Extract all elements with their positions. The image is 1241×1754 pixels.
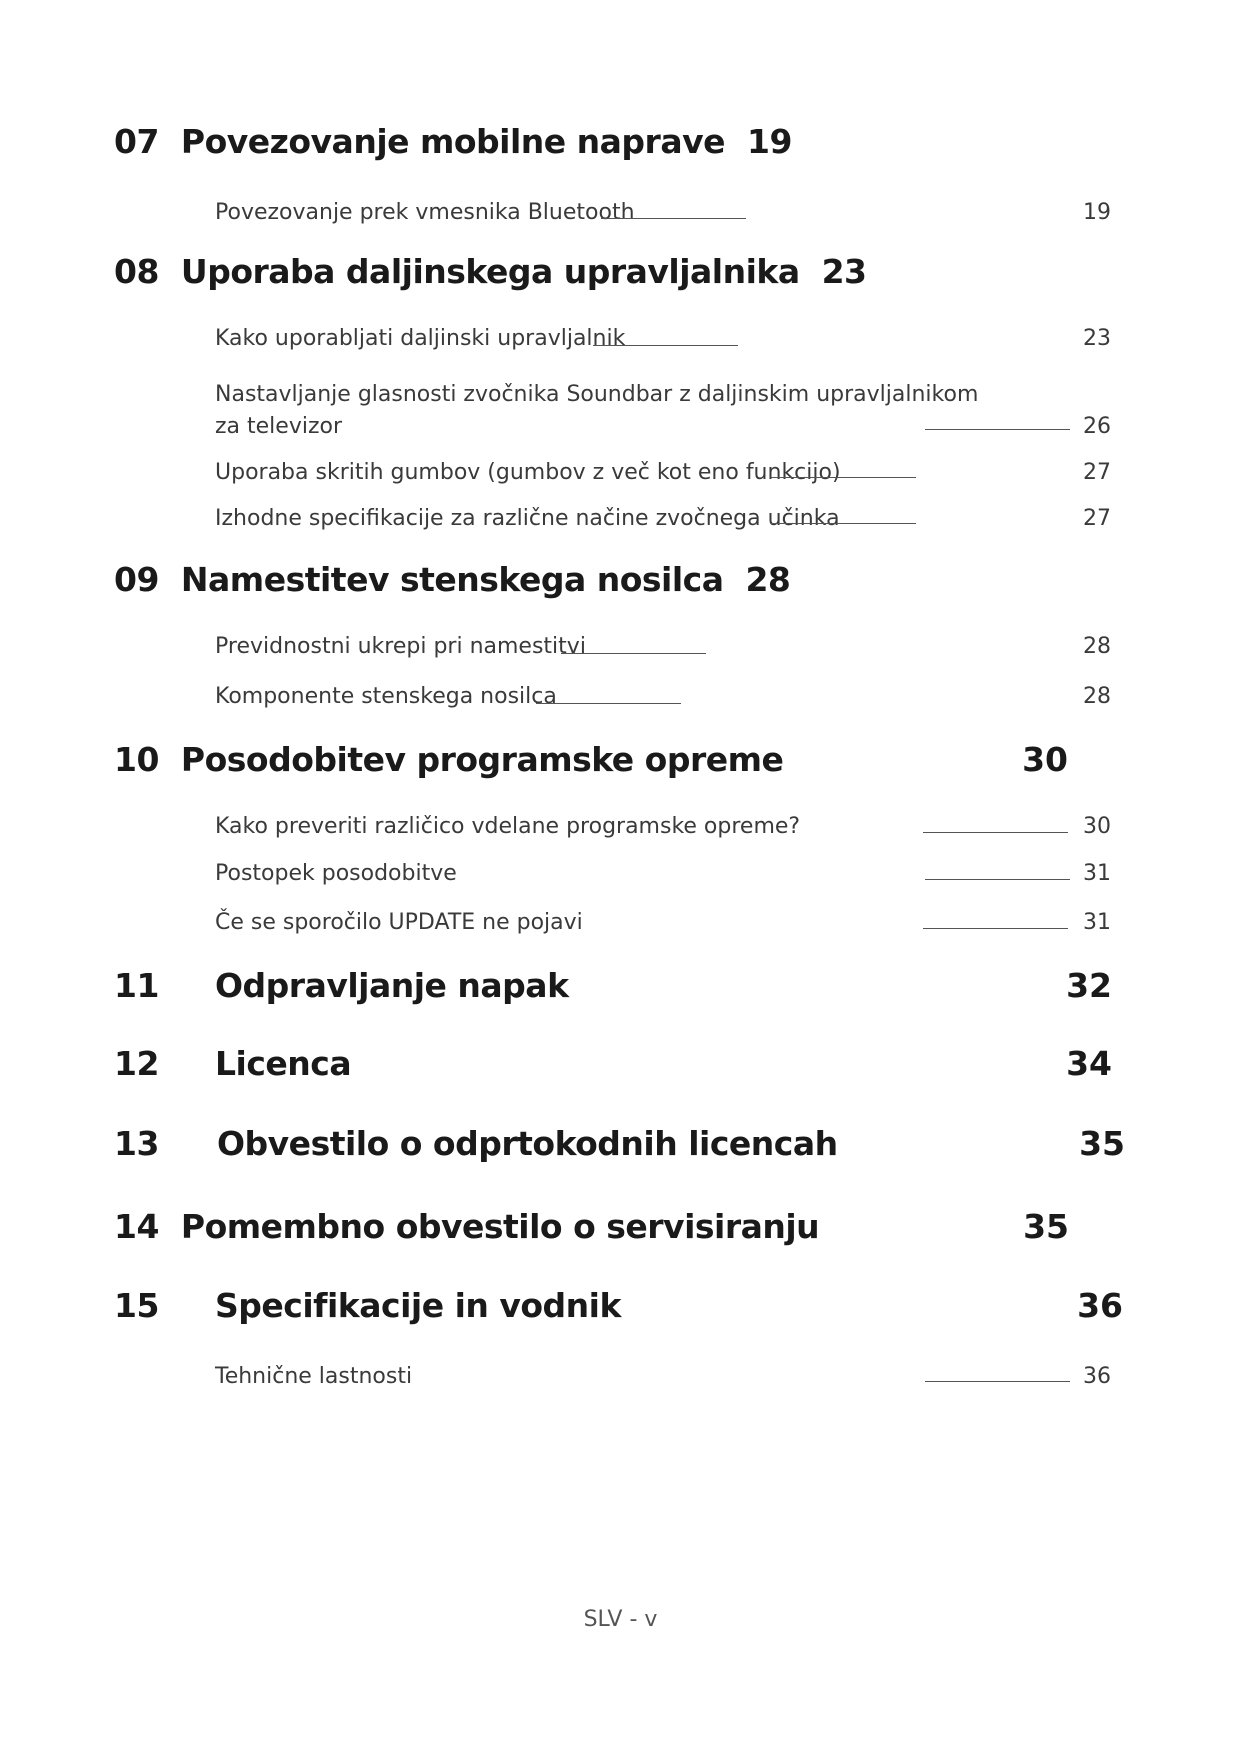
chapter-12-number: 12	[114, 1044, 159, 1083]
leader-line	[601, 218, 746, 219]
chapter-14-heading[interactable]	[114, 1207, 819, 1246]
chapter-title: Povezovanje mobilne naprave	[180, 122, 725, 161]
toc-entry-page: 27	[1083, 506, 1111, 531]
chapter-13-number: 13	[114, 1124, 159, 1163]
chapter-page: 32	[1066, 966, 1112, 1005]
toc-entry-page: 36	[1083, 1364, 1111, 1389]
toc-entry[interactable]: Previdnostni ukrepi pri namestitvi	[215, 634, 586, 659]
toc-entry[interactable]: Uporaba skritih gumbov (gumbov z več kot eno funkcijo)	[215, 460, 841, 485]
leader-line	[593, 345, 738, 346]
toc-entry[interactable]: Komponente stenskega nosilca	[215, 684, 557, 709]
chapter-07-heading[interactable]	[114, 122, 792, 161]
toc-entry-page: 31	[1083, 910, 1111, 935]
chapter-15-title[interactable]: Specifikacije in vodnik	[215, 1286, 621, 1325]
chapter-15-number: 15	[114, 1286, 159, 1325]
chapter-13-title[interactable]: Obvestilo o odprtokodnih licencah	[217, 1124, 838, 1163]
leader-line	[771, 477, 916, 478]
toc-entry[interactable]: Tehnične lastnosti	[215, 1364, 413, 1389]
chapter-page: 23	[821, 252, 867, 291]
leader-line	[561, 653, 706, 654]
chapter-number: 14	[114, 1207, 159, 1246]
chapter-page: 35	[1023, 1207, 1069, 1246]
toc-entry-page: 27	[1083, 460, 1111, 485]
chapter-11-title[interactable]: Odpravljanje napak	[215, 966, 569, 1005]
chapter-number: 10	[114, 740, 159, 779]
leader-line	[925, 879, 1070, 880]
chapter-page: 19	[746, 122, 792, 161]
chapter-number: 08	[114, 252, 159, 291]
chapter-title: Pomembno obvestilo o servisiranju	[180, 1207, 820, 1246]
toc-entry[interactable]: Povezovanje prek vmesnika Bluetooth	[215, 200, 635, 225]
chapter-10-heading[interactable]	[114, 740, 783, 779]
leader-line	[925, 1381, 1070, 1382]
toc-entry[interactable]: Postopek posodobitve	[215, 861, 457, 886]
chapter-12-title[interactable]: Licenca	[215, 1044, 352, 1083]
toc-entry-page: 19	[1083, 200, 1111, 225]
chapter-page: 35	[1079, 1124, 1125, 1163]
leader-line	[925, 429, 1070, 430]
chapter-number: 09	[114, 560, 159, 599]
leader-line	[923, 928, 1068, 929]
toc-entry-page: 28	[1083, 684, 1111, 709]
chapter-09-heading[interactable]	[114, 560, 790, 599]
leader-line	[771, 523, 916, 524]
toc-entry[interactable]: Izhodne specifikacije za različne načine zvočnega učinka	[215, 506, 840, 531]
chapter-number: 07	[114, 122, 159, 161]
toc-entry[interactable]: Če se sporočilo UPDATE ne pojavi	[215, 910, 583, 935]
toc-entry-page: 26	[1083, 414, 1111, 439]
chapter-page: 36	[1077, 1286, 1123, 1325]
toc-entry-page: 30	[1083, 814, 1111, 839]
leader-line	[923, 832, 1068, 833]
chapter-page: 34	[1066, 1044, 1112, 1083]
toc-entry-line2[interactable]: za televizor	[215, 414, 343, 439]
page-footer: SLV - v	[583, 1607, 658, 1632]
chapter-08-heading[interactable]	[114, 252, 867, 291]
chapter-11-number: 11	[114, 966, 159, 1005]
chapter-page: 28	[745, 560, 791, 599]
chapter-title: Namestitev stenskega nosilca	[180, 560, 724, 599]
toc-entry-page: 28	[1083, 634, 1111, 659]
leader-line	[536, 703, 681, 704]
chapter-title: Uporaba daljinskega upravljalnika	[180, 252, 800, 291]
toc-entry[interactable]: Kako uporabljati daljinski upravljalnik	[215, 326, 626, 351]
chapter-page: 30	[1022, 740, 1068, 779]
toc-entry-page: 31	[1083, 861, 1111, 886]
toc-entry-page: 23	[1083, 326, 1111, 351]
toc-entry[interactable]: Kako preveriti različico vdelane programske opreme?	[215, 814, 801, 839]
toc-entry-line1[interactable]: Nastavljanje glasnosti zvočnika Soundbar z daljinskim upravljalnikom	[215, 382, 979, 407]
chapter-title: Posodobitev programske opreme	[180, 740, 784, 779]
